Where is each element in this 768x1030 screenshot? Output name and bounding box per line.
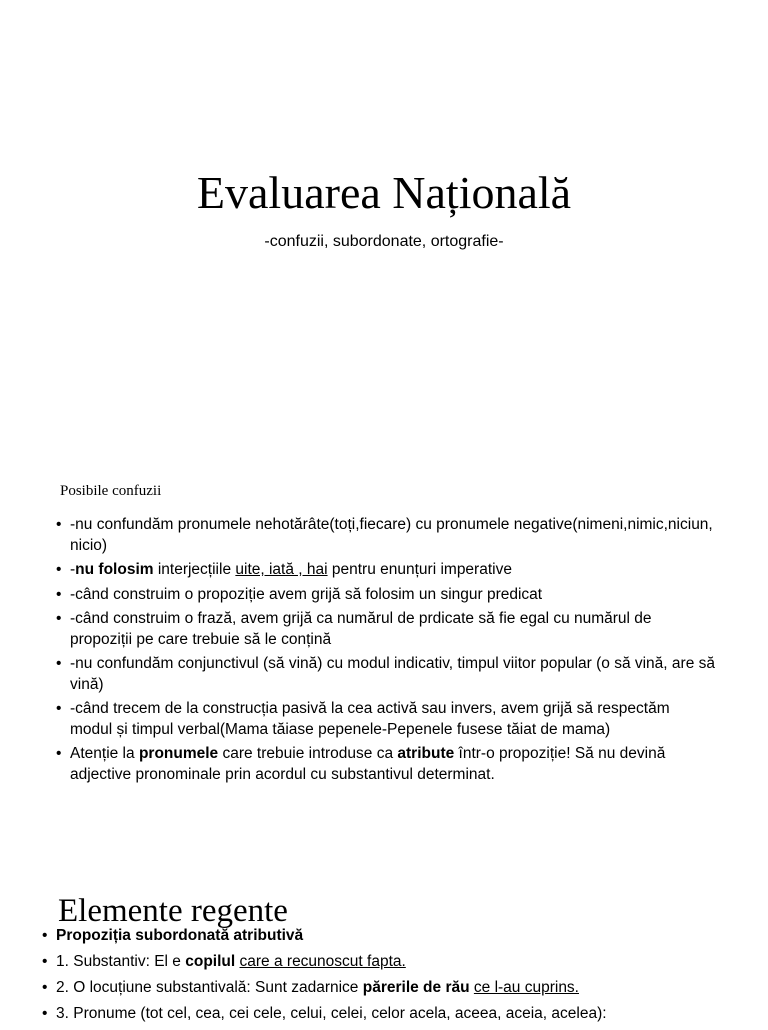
list-item bbox=[54, 560, 716, 581]
list-item bbox=[54, 515, 716, 556]
item-text: 1. Substantiv: El e bbox=[56, 953, 186, 970]
item-text: 2. O locuțiune substantivală: Sunt zadarnice bbox=[56, 979, 363, 996]
bullet-icon: • bbox=[56, 610, 62, 627]
list-item bbox=[54, 744, 716, 785]
bullet-icon: • bbox=[56, 585, 62, 603]
page-title: Evaluarea Națională bbox=[196, 167, 572, 218]
item-text: -nu confundăm pronumele nehotărâte(toți,fiecare) cu pronumele negative(nimeni,nimic,niciun, nicio) bbox=[70, 516, 713, 554]
bullet-icon: • bbox=[42, 953, 48, 970]
bullet-icon: • bbox=[56, 655, 62, 672]
list-item bbox=[40, 952, 740, 972]
bullet-icon: • bbox=[42, 979, 48, 996]
item-text: - bbox=[70, 561, 76, 578]
page-subtitle: -confuzii, subordonate, ortografie- bbox=[264, 233, 504, 250]
item-text: -când construim o frază, avem grijă ca numărul de prdicate să fie egal cu numărul de propoziții pe care trebuie să le conțină bbox=[70, 610, 652, 648]
bullet-icon: • bbox=[56, 516, 62, 533]
section-title-confusions: Posibile confuzii bbox=[60, 483, 162, 499]
item-underlined-text: care a recunoscut fapta. bbox=[239, 953, 406, 970]
list-item bbox=[40, 926, 740, 946]
item-bold-text: nu folosim bbox=[75, 561, 154, 578]
confusions-list bbox=[54, 515, 716, 789]
item-bold-text: pronumele bbox=[138, 745, 219, 762]
list-item bbox=[40, 1004, 740, 1024]
bullet-icon: • bbox=[56, 561, 62, 578]
bullet-icon: • bbox=[56, 700, 62, 717]
item-text: pentru enunțuri imperative bbox=[327, 561, 512, 578]
list-item bbox=[54, 585, 716, 606]
item-text: -nu confundăm conjunctivul (să vină) cu modul indicativ, timpul viitor popular (o să vină, are să vină) bbox=[70, 655, 715, 693]
section-title-governing: Elemente regente bbox=[58, 893, 288, 929]
item-text: -când construim o propoziție avem grijă să folosim un singur predicat bbox=[70, 585, 543, 603]
bullet-icon: • bbox=[56, 745, 62, 762]
item-bold-text: părerile de rău bbox=[362, 979, 470, 996]
list-item bbox=[54, 654, 716, 695]
item-bold-text: copilul bbox=[185, 953, 236, 970]
item-bold-text: Propoziția subordonată atributivă bbox=[56, 927, 304, 944]
item-text: 3. Pronume (tot cel, cea, cei cele, celui, celei, celor acela, aceea, aceia, acelea): bbox=[56, 1005, 607, 1022]
item-text: -când trecem de la construcția pasivă la cea activă sau invers, avem grijă să respectăm modul și timpul verbal(Mama tăiase pepenele-Pepenele fusese tăiat de mama) bbox=[70, 700, 670, 738]
item-underlined-text: ce l-au cuprins. bbox=[473, 979, 579, 996]
governing-list bbox=[40, 926, 740, 1030]
item-text: Atenție la bbox=[70, 745, 139, 762]
list-item bbox=[54, 699, 716, 740]
list-item bbox=[40, 978, 740, 998]
bullet-icon: • bbox=[42, 1005, 48, 1022]
item-text: care trebuie introduse ca bbox=[218, 745, 398, 762]
bullet-icon: • bbox=[42, 927, 48, 944]
item-bold-text: atribute bbox=[397, 745, 455, 762]
item-text: într-o propoziție! Să nu devină adjective pronominale prin acordul cu substantivul determinat. bbox=[70, 745, 666, 783]
list-item bbox=[54, 609, 716, 650]
item-underlined-text: uite, iată , hai bbox=[235, 561, 328, 578]
item-text: interjecțiile bbox=[153, 561, 236, 578]
